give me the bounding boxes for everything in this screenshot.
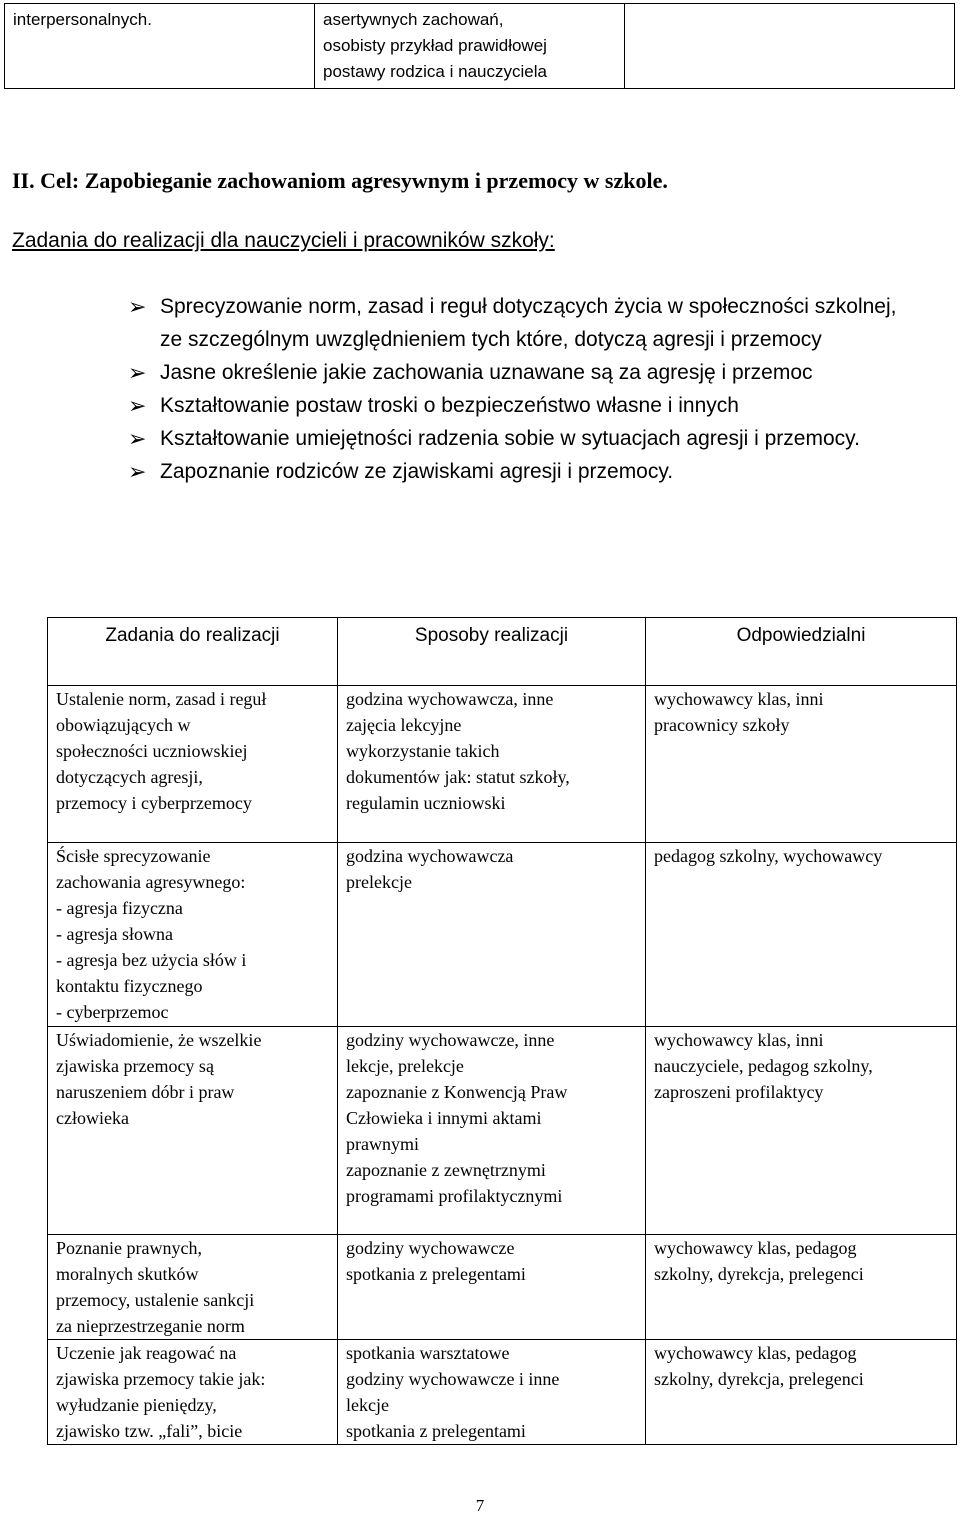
list-item-text: Jasne określenie jakie zachowania uznawane są za agresję i przemoc xyxy=(160,361,813,384)
cell-method xyxy=(338,1235,646,1340)
cell-method xyxy=(338,686,646,843)
cell-responsible xyxy=(646,1340,957,1445)
list-item-text: Kształtowanie umiejętności radzenia sobie w sytuacjach agresji i przemocy. xyxy=(160,427,860,450)
list-item xyxy=(128,389,918,422)
list-item-text: Zapoznanie rodziców ze zjawiskami agresji i przemocy. xyxy=(160,460,674,483)
cell-task xyxy=(48,1235,338,1340)
list-item xyxy=(128,356,918,389)
list-item xyxy=(128,290,918,356)
cell-text: wychowawcy klas, pedagog szkolny, dyrekcja, prelegenci xyxy=(654,1238,864,1284)
table-row xyxy=(48,1340,957,1445)
cell-method xyxy=(338,1340,646,1445)
cell-text: interpersonalnych. xyxy=(13,10,152,29)
cell-text: wychowawcy klas, inni nauczyciele, pedagog szkolny, zaproszeni profilaktycy xyxy=(654,1030,873,1102)
top-continuation-table xyxy=(4,3,955,89)
table-row xyxy=(48,1027,957,1235)
arrow-bullet-icon: ➢ xyxy=(128,294,147,319)
list-item-text: Kształtowanie postaw troski o bezpieczeństwo własne i innych xyxy=(160,394,739,417)
cell-text: Ścisłe sprecyzowanie zachowania agresywnego: - agresja fizyczna - agresja słowna - agresja bez użycia słów i kontaktu fizycznego - cyberprzemoc xyxy=(56,846,247,1022)
cell-responsible xyxy=(646,1235,957,1340)
cell-text: godzina wychowawcza prelekcje xyxy=(346,846,514,892)
header-responsible: Odpowiedzialni xyxy=(646,618,957,686)
top-cell-responsible xyxy=(625,4,955,89)
page-number: 7 xyxy=(475,1496,485,1515)
table-header-row xyxy=(48,618,957,686)
top-cell-method xyxy=(315,4,625,89)
list-item xyxy=(128,422,918,455)
header-tasks: Zadania do realizacji xyxy=(48,618,338,686)
cell-task xyxy=(48,843,338,1027)
section-heading: II. Cel: Zapobieganie zachowaniom agresywnym i przemocy w szkole. xyxy=(12,168,668,193)
cell-method xyxy=(338,1027,646,1235)
cell-responsible xyxy=(646,686,957,843)
list-item xyxy=(128,455,918,488)
cell-task xyxy=(48,1340,338,1445)
cell-responsible xyxy=(646,1027,957,1235)
cell-text: wychowawcy klas, inni pracownicy szkoły xyxy=(654,689,824,735)
cell-task xyxy=(48,1027,338,1235)
bullet-list xyxy=(128,290,918,488)
table-row xyxy=(48,1235,957,1340)
cell-text: Uświadomienie, że wszelkie zjawiska przemocy są naruszeniem dóbr i praw człowieka xyxy=(56,1030,262,1128)
cell-text: Uczenie jak reagować na zjawiska przemocy takie jak: wyłudzanie pieniędzy, zjawisko tzw. „fali”, bicie xyxy=(56,1343,266,1441)
cell-text: godziny wychowawcze spotkania z prelegentami xyxy=(346,1238,526,1284)
cell-task xyxy=(48,686,338,843)
arrow-bullet-icon: ➢ xyxy=(128,426,147,451)
table-row xyxy=(5,4,955,89)
tasks-table xyxy=(47,617,957,1445)
arrow-bullet-icon: ➢ xyxy=(128,393,147,418)
cell-text: spotkania warsztatowe godziny wychowawcze i inne lekcje spotkania z prelegentami xyxy=(346,1343,560,1441)
cell-text: asertywnych zachowań, osobisty przykład prawidłowej postawy rodzica i nauczyciela xyxy=(323,10,547,81)
list-item-text: Sprecyzowanie norm, zasad i reguł dotyczących życia w społeczności szkolnej, ze szczególnym uwzględnieniem tych które, dotyczą agresji i przemocy xyxy=(160,295,897,351)
cell-text: pedagog szkolny, wychowawcy xyxy=(654,846,883,866)
cell-text: godziny wychowawcze, inne lekcje, prelekcje zapoznanie z Konwencją Praw Człowieka i innymi aktami prawnymi zapoznanie z zewnętrznymi programami profilaktycznymi xyxy=(346,1030,568,1206)
table-row xyxy=(48,686,957,843)
arrow-bullet-icon: ➢ xyxy=(128,360,147,385)
header-methods: Sposoby realizacji xyxy=(338,618,646,686)
table-row xyxy=(48,843,957,1027)
cell-text: Poznanie prawnych, moralnych skutków przemocy, ustalenie sankcji za nieprzestrzeganie norm xyxy=(56,1238,255,1336)
cell-text: Ustalenie norm, zasad i reguł obowiązujących w społeczności uczniowskiej dotyczących agresji, przemocy i cyberprzemocy xyxy=(56,689,267,813)
cell-method xyxy=(338,843,646,1027)
cell-responsible xyxy=(646,843,957,1027)
arrow-bullet-icon: ➢ xyxy=(128,459,147,484)
section-intro: Zadania do realizacji dla nauczycieli i pracowników szkoły: xyxy=(12,229,555,252)
cell-text: wychowawcy klas, pedagog szkolny, dyrekcja, prelegenci xyxy=(654,1343,864,1389)
cell-text: godzina wychowawcza, inne zajęcia lekcyjne wykorzystanie takich dokumentów jak: statut szkoły, regulamin uczniowski xyxy=(346,689,570,813)
top-cell-task xyxy=(5,4,315,89)
